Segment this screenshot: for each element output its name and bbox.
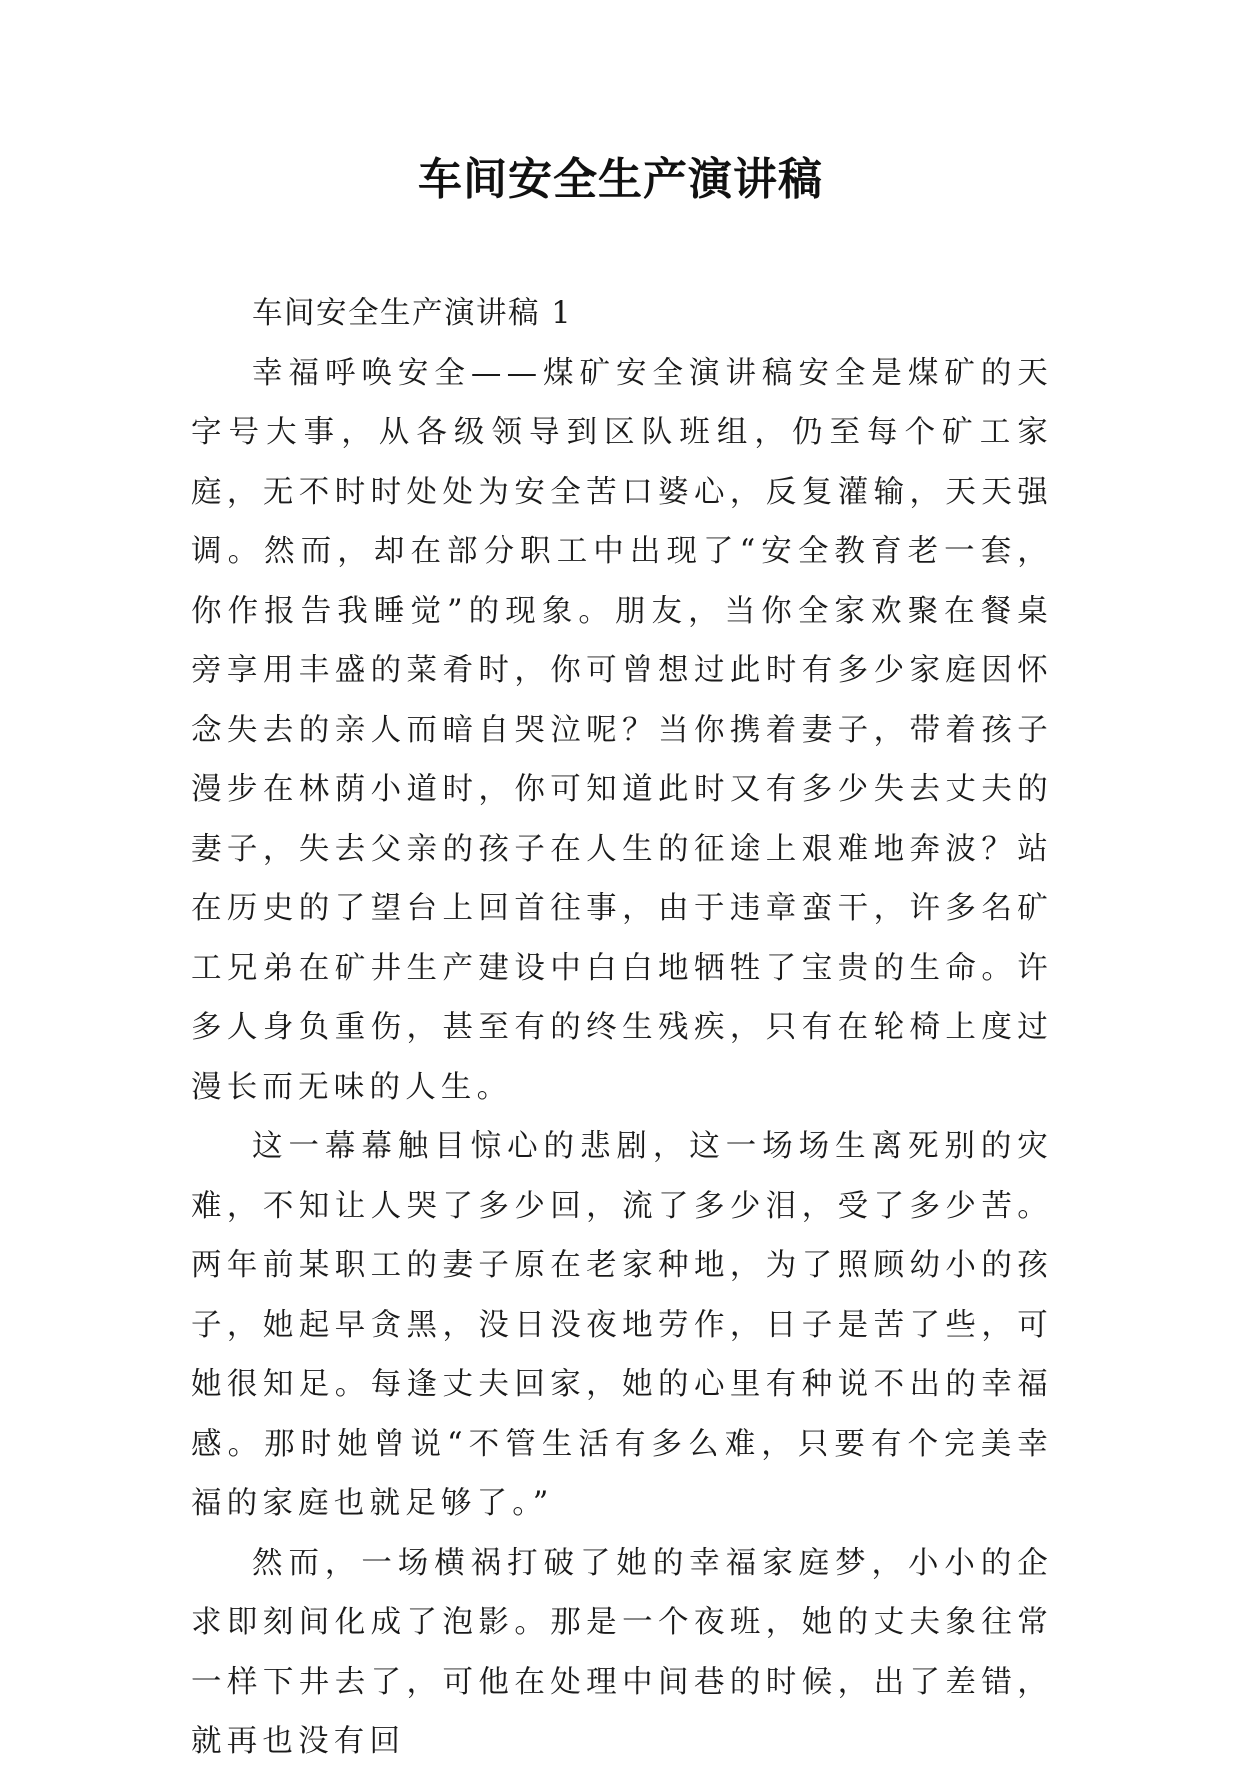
paragraph: 幸福呼唤安全——煤矿安全演讲稿安全是煤矿的天字号大事，从各级领导到区队班组，仍至每个矿工家庭，无不时时处处为安全苦口婆心，反复灌输，天天强调。然而，却在部分职工中出现了“安全教育老一套，你作报告我睡觉”的现象。朋友，当你全家欢聚在餐桌旁享用丰盛的菜肴时，你可曾想过此时有多少家庭因怀念失去的亲人而暗自哭泣呢？当你携着妻子，带着孩子漫步在林荫小道时，你可知道此时又有多少失去丈夫的妻子，失去父亲的孩子在人生的征途上艰难地奔波？站在历史的了望台上回首往事，由于违章蛮干，许多名矿工兄弟在矿井生产建设中白白地牺牲了宝贵的生命。许多人身负重伤，甚至有的终生残疾，只有在轮椅上度过漫长而无味的人生。 — [191, 355, 1053, 1105]
section-heading: 车间安全生产演讲稿 1 — [252, 296, 573, 331]
document-body — [191, 284, 1053, 1772]
paragraph: 然而，一场横祸打破了她的幸福家庭梦，小小的企求即刻间化成了泡影。那是一个夜班，她的丈夫象往常一样下井去了，可他在处理中间巷的时候，出了差错，就再也没有回 — [191, 1545, 1053, 1759]
paragraph: 这一幕幕触目惊心的悲剧，这一场场生离死别的灾难，不知让人哭了多少回，流了多少泪，受了多少苦。两年前某职工的妻子原在老家种地，为了照顾幼小的孩子，她起早贪黑，没日没夜地劳作，日子是苦了些，可她很知足。每逢丈夫回家，她的心里有种说不出的幸福感。那时她曾说“不管生活有多么难，只要有个完美幸福的家庭也就足够了。” — [191, 1129, 1053, 1521]
document-title: 车间安全生产演讲稿 — [418, 154, 823, 205]
